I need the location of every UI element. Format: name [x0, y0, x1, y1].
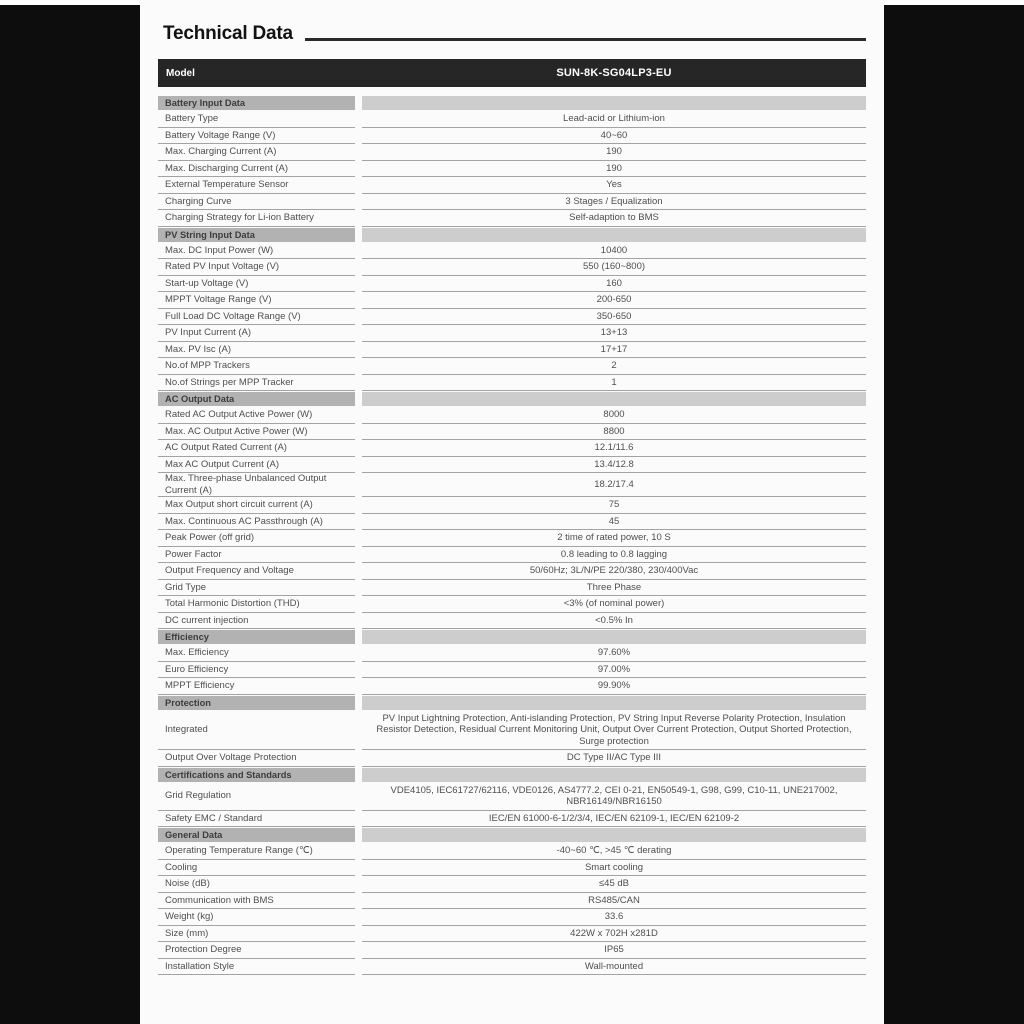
section-title: PV String Input Data [158, 228, 355, 242]
table-row [158, 662, 866, 679]
table-row [158, 111, 866, 128]
spec-value: DC Type II/AC Type III [362, 750, 866, 767]
table-row [158, 259, 866, 276]
table-row [158, 750, 866, 767]
section-header-fill [362, 96, 866, 110]
section-header-battery-input-data [158, 96, 866, 110]
spec-value: 97.00% [362, 662, 866, 679]
spec-value: IEC/EN 61000-6-1/2/3/4, IEC/EN 62109-1, IEC/EN 62109-2 [362, 811, 866, 828]
spec-label: Output Frequency and Voltage [158, 563, 355, 580]
spec-label: Protection Degree [158, 942, 355, 959]
section-header-fill [362, 696, 866, 710]
spec-value: 160 [362, 276, 866, 293]
datasheet-page [140, 0, 884, 1024]
table-row [158, 407, 866, 424]
table-row [158, 194, 866, 211]
spec-value: 12.1/11.6 [362, 440, 866, 457]
model-label: Model [166, 67, 195, 79]
spec-label: Power Factor [158, 547, 355, 564]
spec-label: Integrated [158, 711, 355, 751]
spec-label: External Temperature Sensor [158, 177, 355, 194]
spec-value: 45 [362, 514, 866, 531]
table-row [158, 580, 866, 597]
spec-label: AC Output Rated Current (A) [158, 440, 355, 457]
table-row [158, 514, 866, 531]
table-row [158, 497, 866, 514]
spec-label: Cooling [158, 860, 355, 877]
table-row [158, 292, 866, 309]
spec-value: 8800 [362, 424, 866, 441]
spec-value: 550 (160~800) [362, 259, 866, 276]
spec-value: <3% (of nominal power) [362, 596, 866, 613]
spec-value: 99.90% [362, 678, 866, 695]
table-row [158, 678, 866, 695]
section-title: Efficiency [158, 630, 355, 644]
spec-label: Charging Curve [158, 194, 355, 211]
section-header-fill [362, 630, 866, 644]
spec-label: Weight (kg) [158, 909, 355, 926]
spec-label: Total Harmonic Distortion (THD) [158, 596, 355, 613]
section-header-general-data [158, 828, 866, 842]
spec-value: 422W x 702H x281D [362, 926, 866, 943]
table-row [158, 711, 866, 751]
spec-value: 33.6 [362, 909, 866, 926]
table-row [158, 811, 866, 828]
table-row [158, 128, 866, 145]
table-row [158, 926, 866, 943]
spec-value: VDE4105, IEC61727/62116, VDE0126, AS4777.2, CEI 0-21, EN50549-1, G98, G99, C10-11, UNE217002, NBR16149/NBR16150 [362, 783, 866, 811]
section-header-ac-output-data [158, 392, 866, 406]
spec-label: Rated AC Output Active Power (W) [158, 407, 355, 424]
spec-value: RS485/CAN [362, 893, 866, 910]
table-row [158, 860, 866, 877]
spec-value: 75 [362, 497, 866, 514]
spec-value: Smart cooling [362, 860, 866, 877]
section-header-certifications-and-standards [158, 768, 866, 782]
spec-label: Peak Power (off grid) [158, 530, 355, 547]
spec-value: 2 time of rated power, 10 S [362, 530, 866, 547]
spec-value: 10400 [362, 243, 866, 260]
table-row [158, 547, 866, 564]
spec-value: ≤45 dB [362, 876, 866, 893]
section-header-protection [158, 696, 866, 710]
spec-label: Max. Efficiency [158, 645, 355, 662]
spec-value: 1 [362, 375, 866, 392]
spec-value: Self-adaption to BMS [362, 210, 866, 227]
section-header-fill [362, 228, 866, 242]
section-header-fill [362, 768, 866, 782]
spec-label: Safety EMC / Standard [158, 811, 355, 828]
table-row [158, 909, 866, 926]
table-row [158, 375, 866, 392]
table-row [158, 440, 866, 457]
table-row [158, 276, 866, 293]
spec-table [158, 96, 866, 975]
spec-value: Wall-mounted [362, 959, 866, 976]
table-row [158, 457, 866, 474]
spec-value: 97.60% [362, 645, 866, 662]
spec-value: 190 [362, 144, 866, 161]
spec-label: Max. AC Output Active Power (W) [158, 424, 355, 441]
spec-label: Max. Charging Current (A) [158, 144, 355, 161]
spec-label: No.of Strings per MPP Tracker [158, 375, 355, 392]
spec-value: 13.4/12.8 [362, 457, 866, 474]
page-content [140, 0, 884, 975]
spec-label: Max Output short circuit current (A) [158, 497, 355, 514]
table-row [158, 959, 866, 976]
table-row [158, 645, 866, 662]
table-row [158, 325, 866, 342]
spec-value: 2 [362, 358, 866, 375]
spec-label: Grid Type [158, 580, 355, 597]
spec-value: <0.5% In [362, 613, 866, 630]
spec-value: Lead-acid or Lithium-ion [362, 111, 866, 128]
section-header-fill [362, 392, 866, 406]
spec-label: MPPT Voltage Range (V) [158, 292, 355, 309]
spec-label: Grid Regulation [158, 783, 355, 811]
spec-label: Charging Strategy for Li-ion Battery [158, 210, 355, 227]
spec-label: Installation Style [158, 959, 355, 976]
table-row [158, 210, 866, 227]
spec-label: Full Load DC Voltage Range (V) [158, 309, 355, 326]
table-row [158, 161, 866, 178]
title-underline [305, 38, 866, 41]
spec-value: 40~60 [362, 128, 866, 145]
section-header-fill [362, 828, 866, 842]
table-row [158, 243, 866, 260]
spec-value: 17+17 [362, 342, 866, 359]
table-row [158, 596, 866, 613]
spec-label: DC current injection [158, 613, 355, 630]
spec-value: 8000 [362, 407, 866, 424]
table-row [158, 563, 866, 580]
spec-label: Max. PV Isc (A) [158, 342, 355, 359]
spec-value: Three Phase [362, 580, 866, 597]
table-row [158, 424, 866, 441]
spec-value: -40~60 ℃, >45 ℃ derating [362, 843, 866, 860]
table-row [158, 942, 866, 959]
spec-label: Max. Continuous AC Passthrough (A) [158, 514, 355, 531]
table-row [158, 530, 866, 547]
spec-label: MPPT Efficiency [158, 678, 355, 695]
spec-label: Size (mm) [158, 926, 355, 943]
spec-label: Output Over Voltage Protection [158, 750, 355, 767]
spec-value: 3 Stages / Equalization [362, 194, 866, 211]
table-row [158, 876, 866, 893]
spec-label: Max AC Output Current (A) [158, 457, 355, 474]
table-row [158, 613, 866, 630]
spec-label: Max. DC Input Power (W) [158, 243, 355, 260]
page-title: Technical Data [163, 23, 293, 44]
spec-value: 190 [362, 161, 866, 178]
spec-value: Yes [362, 177, 866, 194]
spec-label: Rated PV Input Voltage (V) [158, 259, 355, 276]
spec-label: Battery Voltage Range (V) [158, 128, 355, 145]
spec-value: IP65 [362, 942, 866, 959]
spec-label: Start-up Voltage (V) [158, 276, 355, 293]
table-row [158, 843, 866, 860]
model-header-row [158, 59, 866, 87]
section-header-pv-string-input-data [158, 228, 866, 242]
spec-label: Max. Discharging Current (A) [158, 161, 355, 178]
section-title: Certifications and Standards [158, 768, 355, 782]
spec-label: Noise (dB) [158, 876, 355, 893]
spec-label: Battery Type [158, 111, 355, 128]
spec-value: 0.8 leading to 0.8 lagging [362, 547, 866, 564]
section-title: Protection [158, 696, 355, 710]
title-row [163, 23, 866, 45]
table-row [158, 309, 866, 326]
spec-label: Max. Three-phase Unbalanced Output Current (A) [158, 473, 355, 497]
spec-value: 18.2/17.4 [362, 473, 866, 497]
spec-label: No.of MPP Trackers [158, 358, 355, 375]
table-row [158, 358, 866, 375]
section-header-efficiency [158, 630, 866, 644]
spec-label: PV Input Current (A) [158, 325, 355, 342]
table-row [158, 144, 866, 161]
table-row [158, 177, 866, 194]
spec-value: 200-650 [362, 292, 866, 309]
table-row [158, 783, 866, 811]
spec-label: Operating Temperature Range (℃) [158, 843, 355, 860]
spec-label: Euro Efficiency [158, 662, 355, 679]
model-value: SUN-8K-SG04LP3-EU [556, 67, 672, 79]
spec-value: 13+13 [362, 325, 866, 342]
spec-value: PV Input Lightning Protection, Anti-islanding Protection, PV String Input Reverse Polarity Protection, Insulation Resistor Detection, Residual Current Monitoring Unit, Output Over Current Protection, Output Shorted Protection, Surge protection [362, 711, 866, 751]
spec-value: 350-650 [362, 309, 866, 326]
spec-value: 50/60Hz; 3L/N/PE 220/380, 230/400Vac [362, 563, 866, 580]
table-row [158, 473, 866, 497]
table-row [158, 342, 866, 359]
section-title: Battery Input Data [158, 96, 355, 110]
section-title: AC Output Data [158, 392, 355, 406]
spec-label: Communication with BMS [158, 893, 355, 910]
section-title: General Data [158, 828, 355, 842]
table-row [158, 893, 866, 910]
